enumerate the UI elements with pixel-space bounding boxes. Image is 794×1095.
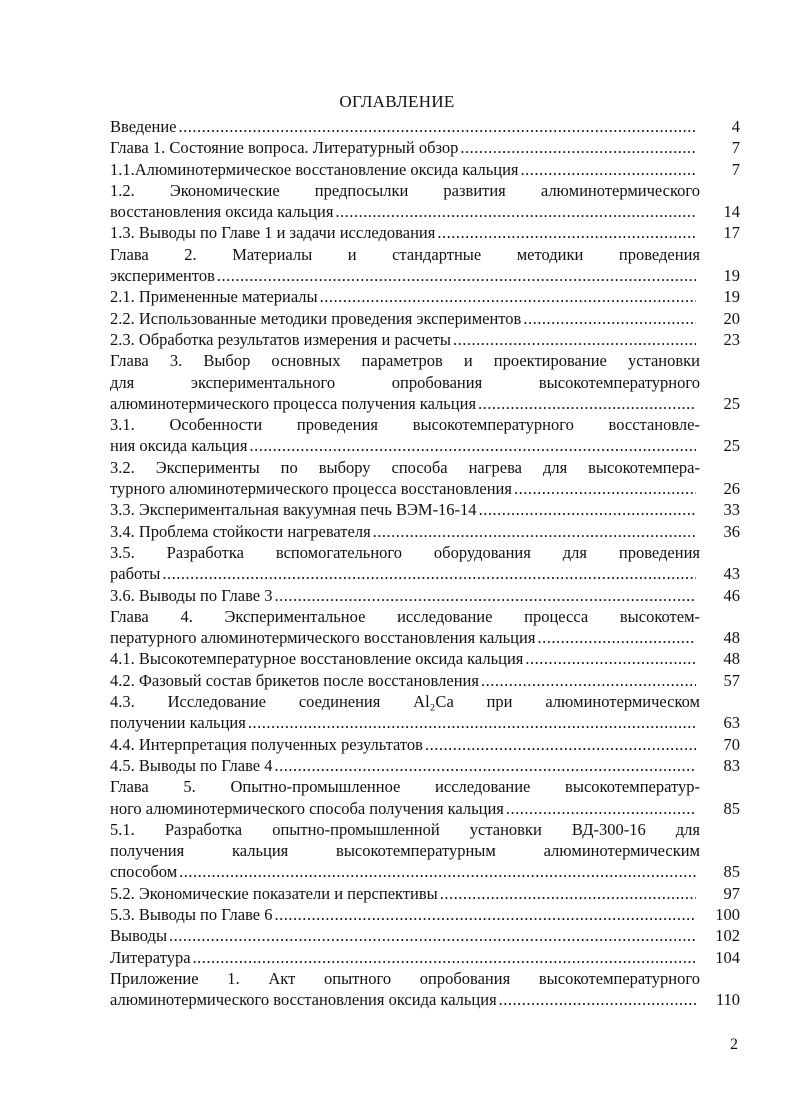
dot-leader	[514, 478, 696, 499]
dot-leader	[335, 201, 696, 222]
toc-entry-line: Приложение 1. Акт опытного опробования высокотемпературного	[110, 968, 700, 988]
toc-entry-page: 4	[731, 117, 740, 136]
toc-entry-title: 5.2. Экономические показатели и перспективы	[110, 883, 438, 903]
toc-entry[interactable]	[110, 734, 740, 755]
toc-entry[interactable]	[110, 350, 740, 414]
toc-entry-title: 3.3. Экспериментальная вакуумная печь ВЭМ-16-14	[110, 500, 477, 520]
toc-entry-title: ния оксида кальция	[110, 436, 248, 456]
toc-entry-line: получения кальция высокотемпературным алюминотермическим	[110, 841, 700, 861]
dot-leader	[274, 904, 696, 925]
toc-entry[interactable]	[110, 542, 740, 585]
toc-entry-line: Глава 5. Опытно-промышленное исследование высокотемператур-	[110, 777, 700, 797]
toc-entry-page: 25	[723, 436, 740, 456]
toc-entry-page: 85	[723, 798, 740, 818]
toc-entry[interactable]	[110, 585, 740, 606]
toc-entry[interactable]	[110, 457, 740, 500]
toc-entry-page: 14	[723, 202, 740, 222]
dot-leader	[453, 329, 696, 350]
toc-entry-page: 46	[723, 585, 740, 605]
toc-entry-title: 3.4. Проблема стойкости нагревателя	[110, 521, 371, 541]
toc-entry-page: 19	[723, 266, 740, 286]
toc-entry-line: 1.2. Экономические предпосылки развития алюминотермического	[110, 180, 700, 200]
toc-entry-title: 2.3. Обработка результатов измерения и расчеты	[110, 329, 451, 349]
dot-leader	[525, 648, 696, 669]
toc-entry-page: 110	[715, 990, 740, 1010]
toc-entry-page: 33	[723, 500, 740, 520]
toc-entry[interactable]	[110, 968, 740, 1011]
dot-leader	[537, 627, 696, 648]
toc-entry-page: 17	[723, 223, 740, 243]
dot-leader	[320, 286, 696, 307]
toc-entry-line: Глава 3. Выбор основных параметров и проектирование установки	[110, 351, 700, 371]
toc-entry-title: турного алюминотермического процесса восстановления	[110, 479, 512, 499]
dot-leader	[193, 947, 696, 968]
dot-leader	[478, 393, 696, 414]
toc-entry-title: пературного алюминотермического восстановления кальция	[110, 628, 536, 648]
toc-entry-page: 48	[723, 628, 740, 648]
dot-leader	[248, 712, 696, 733]
table-of-contents	[110, 116, 740, 1010]
toc-entry-title: работы	[110, 564, 161, 584]
toc-entry[interactable]	[110, 499, 740, 520]
toc-entry-page: 20	[723, 308, 740, 328]
toc-entry-title: 3.6. Выводы по Главе 3	[110, 585, 273, 605]
toc-entry[interactable]	[110, 819, 740, 883]
toc-entry-title: 4.2. Фазовый состав брикетов после восстановления	[110, 670, 479, 690]
toc-entry[interactable]	[110, 222, 740, 243]
toc-entry-page: 102	[715, 926, 740, 946]
toc-entry-title: получении кальция	[110, 713, 246, 733]
dot-leader	[437, 222, 696, 243]
toc-entry-line: для экспериментального опробования высокотемпературного	[110, 372, 700, 392]
toc-entry-page: 104	[715, 947, 740, 967]
toc-entry-page: 25	[723, 393, 740, 413]
toc-entry-title: Глава 1. Состояние вопроса. Литературный обзор	[110, 138, 459, 158]
toc-entry-title: 1.3. Выводы по Главе 1 и задачи исследования	[110, 223, 436, 243]
toc-entry[interactable]	[110, 606, 740, 649]
dot-leader	[521, 159, 696, 180]
dot-leader	[523, 308, 696, 329]
toc-entry-line: Глава 2. Материалы и стандартные методики проведения	[110, 244, 700, 264]
dot-leader	[425, 734, 696, 755]
toc-entry[interactable]	[110, 776, 740, 819]
toc-entry-page: 85	[723, 862, 740, 882]
dot-leader	[169, 925, 696, 946]
dot-leader	[179, 861, 696, 882]
toc-entry-line: 3.2. Эксперименты по выбору способа нагрева для высокотемпера-	[110, 457, 700, 477]
toc-entry-page: 57	[723, 670, 740, 690]
toc-entry-title: восстановления оксида кальция	[110, 202, 334, 222]
dot-leader	[460, 137, 696, 158]
toc-entry-title: ного алюминотермического способа получения кальция	[110, 798, 504, 818]
toc-entry-title: Литература	[110, 947, 191, 967]
dot-leader	[481, 670, 696, 691]
toc-entry-title: способом	[110, 862, 178, 882]
toc-entry[interactable]	[110, 244, 740, 287]
toc-entry-title: 4.5. Выводы по Главе 4	[110, 755, 273, 775]
toc-entry[interactable]	[110, 947, 740, 968]
page-title: ОГЛАВЛЕНИЕ	[339, 92, 455, 111]
toc-entry-title: Выводы	[110, 926, 168, 946]
toc-entry-title: 5.3. Выводы по Главе 6	[110, 904, 273, 924]
dot-leader	[479, 499, 696, 520]
toc-entry[interactable]	[110, 648, 740, 669]
toc-entry-line: 4.3. Исследование соединения Al₂Ca при алюминотермическом	[110, 692, 700, 712]
dot-leader	[179, 116, 696, 137]
toc-entry-page: 63	[723, 713, 740, 733]
toc-entry-line: Глава 4. Экспериментальное исследование процесса высокотем-	[110, 606, 700, 626]
toc-entry[interactable]	[110, 414, 740, 457]
toc-entry-page: 19	[723, 287, 740, 307]
toc-entry-page: 83	[723, 755, 740, 775]
toc-entry[interactable]	[110, 904, 740, 925]
toc-entry-title: 1.1.Алюминотермическое восстановление оксида кальция	[110, 159, 519, 179]
dot-leader	[440, 883, 696, 904]
toc-entry[interactable]	[110, 670, 740, 691]
toc-entry[interactable]	[110, 521, 740, 542]
toc-entry[interactable]	[110, 180, 740, 223]
toc-entry[interactable]	[110, 286, 740, 307]
toc-entry-page: 7	[731, 159, 740, 179]
toc-entry-title: экспериментов	[110, 266, 215, 286]
toc-entry[interactable]	[110, 308, 740, 329]
toc-entry-page: 36	[723, 521, 740, 541]
dot-leader	[162, 563, 696, 584]
toc-entry-title: 2.2. Использованные методики проведения экспериментов	[110, 308, 522, 328]
toc-entry-title: 4.1. Высокотемпературное восстановление оксида кальция	[110, 649, 524, 669]
toc-entry-page: 100	[715, 904, 740, 924]
toc-entry-page: 70	[723, 734, 740, 754]
toc-entry-page: 23	[723, 329, 740, 349]
toc-entry[interactable]	[110, 691, 740, 734]
page-number: 2	[730, 1036, 738, 1053]
toc-entry[interactable]	[110, 137, 740, 158]
dot-leader	[274, 585, 696, 606]
toc-entry-title: 4.4. Интерпретация полученных результатов	[110, 734, 423, 754]
toc-entry-line: 5.1. Разработка опытно-промышленной установки ВД-300-16 для	[110, 819, 700, 839]
toc-entry[interactable]	[110, 883, 740, 904]
dot-leader	[217, 265, 696, 286]
toc-entry[interactable]	[110, 755, 740, 776]
toc-entry-page: 97	[723, 883, 740, 903]
toc-entry-page: 48	[723, 649, 740, 669]
toc-entry-title: алюминотермического восстановления оксида кальция	[110, 990, 497, 1010]
toc-entry[interactable]	[110, 925, 740, 946]
toc-entry-page: 26	[723, 479, 740, 499]
dot-leader	[506, 798, 696, 819]
toc-entry-page: 43	[723, 564, 740, 584]
dot-leader	[249, 435, 696, 456]
toc-entry-title: алюминотермического процесса получения кальция	[110, 393, 477, 413]
dot-leader	[373, 521, 696, 542]
dot-leader	[274, 755, 696, 776]
toc-entry[interactable]	[110, 159, 740, 180]
toc-entry-line: 3.5. Разработка вспомогательного оборудования для проведения	[110, 542, 700, 562]
toc-entry[interactable]	[110, 116, 740, 137]
toc-entry-title: 2.1. Примененные материалы	[110, 287, 318, 307]
toc-entry-title: Введение	[110, 117, 177, 136]
toc-entry-page: 7	[731, 138, 740, 158]
toc-entry[interactable]	[110, 329, 740, 350]
dot-leader	[499, 989, 696, 1010]
toc-entry-line: 3.1. Особенности проведения высокотемпературного восстановле-	[110, 415, 700, 435]
